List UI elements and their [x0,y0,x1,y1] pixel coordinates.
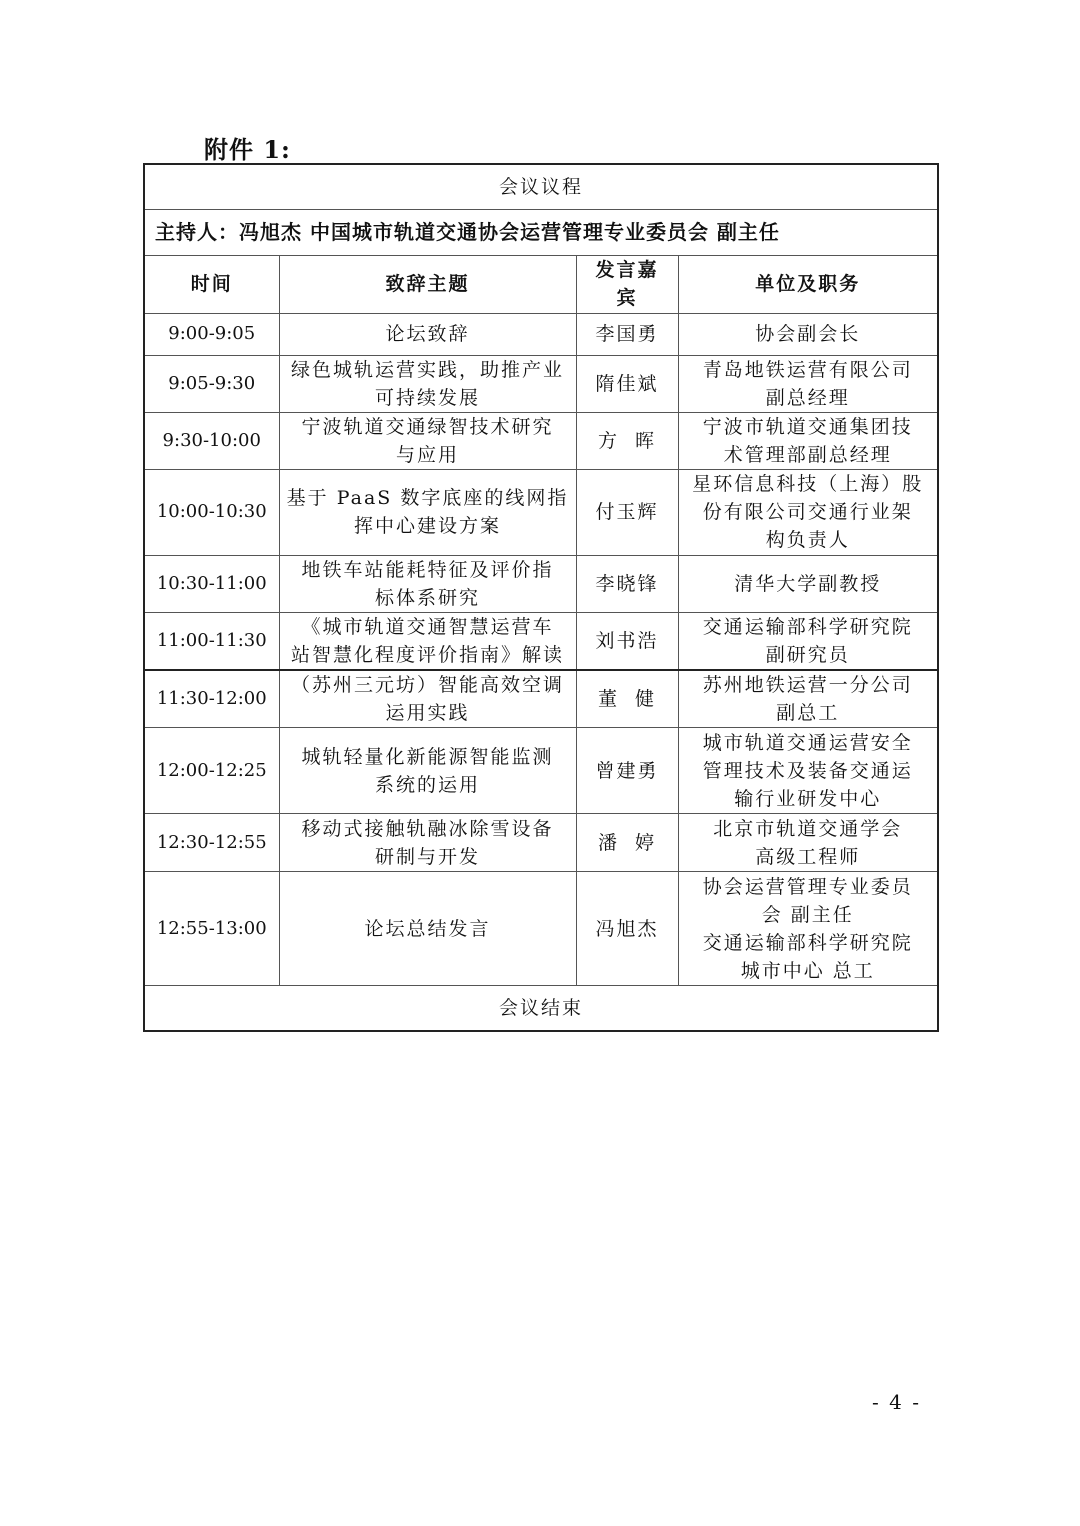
row-affiliation [678,469,938,555]
row-speaker: 李国勇 [576,313,678,355]
row-speaker: 董 健 [576,670,678,728]
row-speaker: 刘书浩 [576,612,678,670]
row-speaker: 方 晖 [576,412,678,469]
agenda-table [143,163,939,1032]
agenda-title: 会议议程 [144,164,938,209]
row-affiliation [678,728,938,814]
row-affiliation-line: 术管理部副总经理 [723,443,892,466]
agenda-row [144,412,938,469]
header-speaker [576,255,678,313]
page-number: - 4 - [872,1390,921,1414]
row-time: 9:30-10:00 [144,412,279,469]
row-topic [279,670,576,728]
row-topic-line: 城轨轻量化新能源智能监测 [301,745,554,768]
row-topic-line: 系统的运用 [374,773,480,796]
row-topic-line: 与应用 [395,443,459,466]
row-topic-line: 《城市轨道交通智慧运营车 [301,615,554,638]
row-speaker: 曾建勇 [576,728,678,814]
row-affiliation-line: 副总经理 [765,386,850,409]
row-affiliation-line: 协会运营管理专业委员 [702,875,913,898]
row-time: 12:00-12:25 [144,728,279,814]
agenda-row [144,814,938,872]
row-time: 10:00-10:30 [144,469,279,555]
row-affiliation-line: 交通运输部科学研究院 [702,615,913,638]
row-affiliation [678,612,938,670]
header-row [144,255,938,313]
row-topic-line: 论坛总结发言 [364,917,491,940]
row-topic [279,612,576,670]
row-affiliation [678,670,938,728]
row-affiliation-line: 星环信息科技（上海）股 [692,473,924,495]
row-topic [279,814,576,872]
row-affiliation-line: 宁波市轨道交通集团技 [702,415,913,438]
row-time: 11:00-11:30 [144,612,279,670]
row-time: 11:30-12:00 [144,670,279,728]
header-speaker-line: 发言嘉 [595,259,659,281]
row-affiliation-line: 交通运输部科学研究院 [702,931,913,954]
row-affiliation-line: 青岛地铁运营有限公司 [702,358,913,381]
agenda-footer: 会议结束 [144,986,938,1031]
host-line: 主持人：冯旭杰 中国城市轨道交通协会运营管理专业委员会 副主任 [144,209,938,255]
row-affiliation [678,313,938,355]
footer-row [144,986,938,1031]
row-affiliation-line: 北京市轨道交通学会 [713,817,903,840]
agenda-row [144,555,938,612]
row-affiliation-line: 输行业研发中心 [734,787,882,810]
header-topic: 致辞主题 [279,255,576,313]
row-affiliation [678,814,938,872]
row-topic-line: 研制与开发 [374,845,480,868]
row-affiliation [678,355,938,412]
row-topic-line: 移动式接触轨融冰除雪设备 [301,817,554,840]
row-topic [279,872,576,986]
agenda-row [144,313,938,355]
row-topic [279,412,576,469]
agenda-row [144,469,938,555]
header-affiliation: 单位及职务 [678,255,938,313]
header-time: 时间 [144,255,279,313]
row-affiliation-line: 协会副会长 [755,323,861,345]
row-affiliation-line: 构负责人 [765,529,850,551]
row-affiliation-line: 管理技术及装备交通运 [702,759,913,782]
row-topic-line: （苏州三元坊）智能高效空调 [290,673,564,696]
row-topic-line: 站智慧化程度评价指南》解读 [290,643,564,666]
row-topic [279,355,576,412]
row-speaker: 冯旭杰 [576,872,678,986]
row-affiliation [678,412,938,469]
row-topic-line: 宁波轨道交通绿智技术研究 [301,415,554,438]
row-affiliation-line: 副研究员 [765,643,850,666]
row-speaker: 李晓锋 [576,555,678,612]
row-topic [279,469,576,555]
row-affiliation-line: 苏州地铁运营一分公司 [702,673,913,696]
row-affiliation-line: 副总工 [776,701,840,724]
row-affiliation-line: 高级工程师 [755,845,861,868]
agenda-row [144,612,938,670]
agenda-row [144,670,938,728]
agenda-row [144,872,938,986]
row-topic [279,313,576,355]
agenda-row [144,728,938,814]
attachment-label: 附件 1: [204,135,291,164]
row-topic-line: 可持续发展 [374,386,480,409]
row-topic-line: 标体系研究 [374,586,480,609]
agenda-row [144,355,938,412]
row-topic-line: 基于 PaaS 数字底座的线网指 [286,487,569,509]
row-topic-line: 挥中心建设方案 [353,515,501,537]
row-topic [279,555,576,612]
row-affiliation-line: 份有限公司交通行业架 [702,501,913,523]
row-speaker: 隋佳斌 [576,355,678,412]
row-topic-line: 地铁车站能耗特征及评价指 [301,558,554,581]
row-topic-line: 论坛致辞 [385,323,470,345]
row-topic [279,728,576,814]
header-speaker-line: 宾 [616,287,638,309]
row-topic-line: 运用实践 [385,701,470,724]
row-time: 12:30-12:55 [144,814,279,872]
row-time: 9:05-9:30 [144,355,279,412]
row-affiliation-line: 城市中心 总工 [740,959,875,982]
row-speaker: 潘 婷 [576,814,678,872]
row-topic-line: 绿色城轨运营实践，助推产业 [290,358,564,381]
row-affiliation-line: 会 副主任 [761,903,854,926]
row-time: 10:30-11:00 [144,555,279,612]
row-affiliation [678,872,938,986]
row-affiliation [678,555,938,612]
row-time: 12:55-13:00 [144,872,279,986]
row-affiliation-line: 清华大学副教授 [734,572,882,595]
row-time: 9:00-9:05 [144,313,279,355]
row-speaker: 付玉辉 [576,469,678,555]
row-affiliation-line: 城市轨道交通运营安全 [702,731,913,754]
